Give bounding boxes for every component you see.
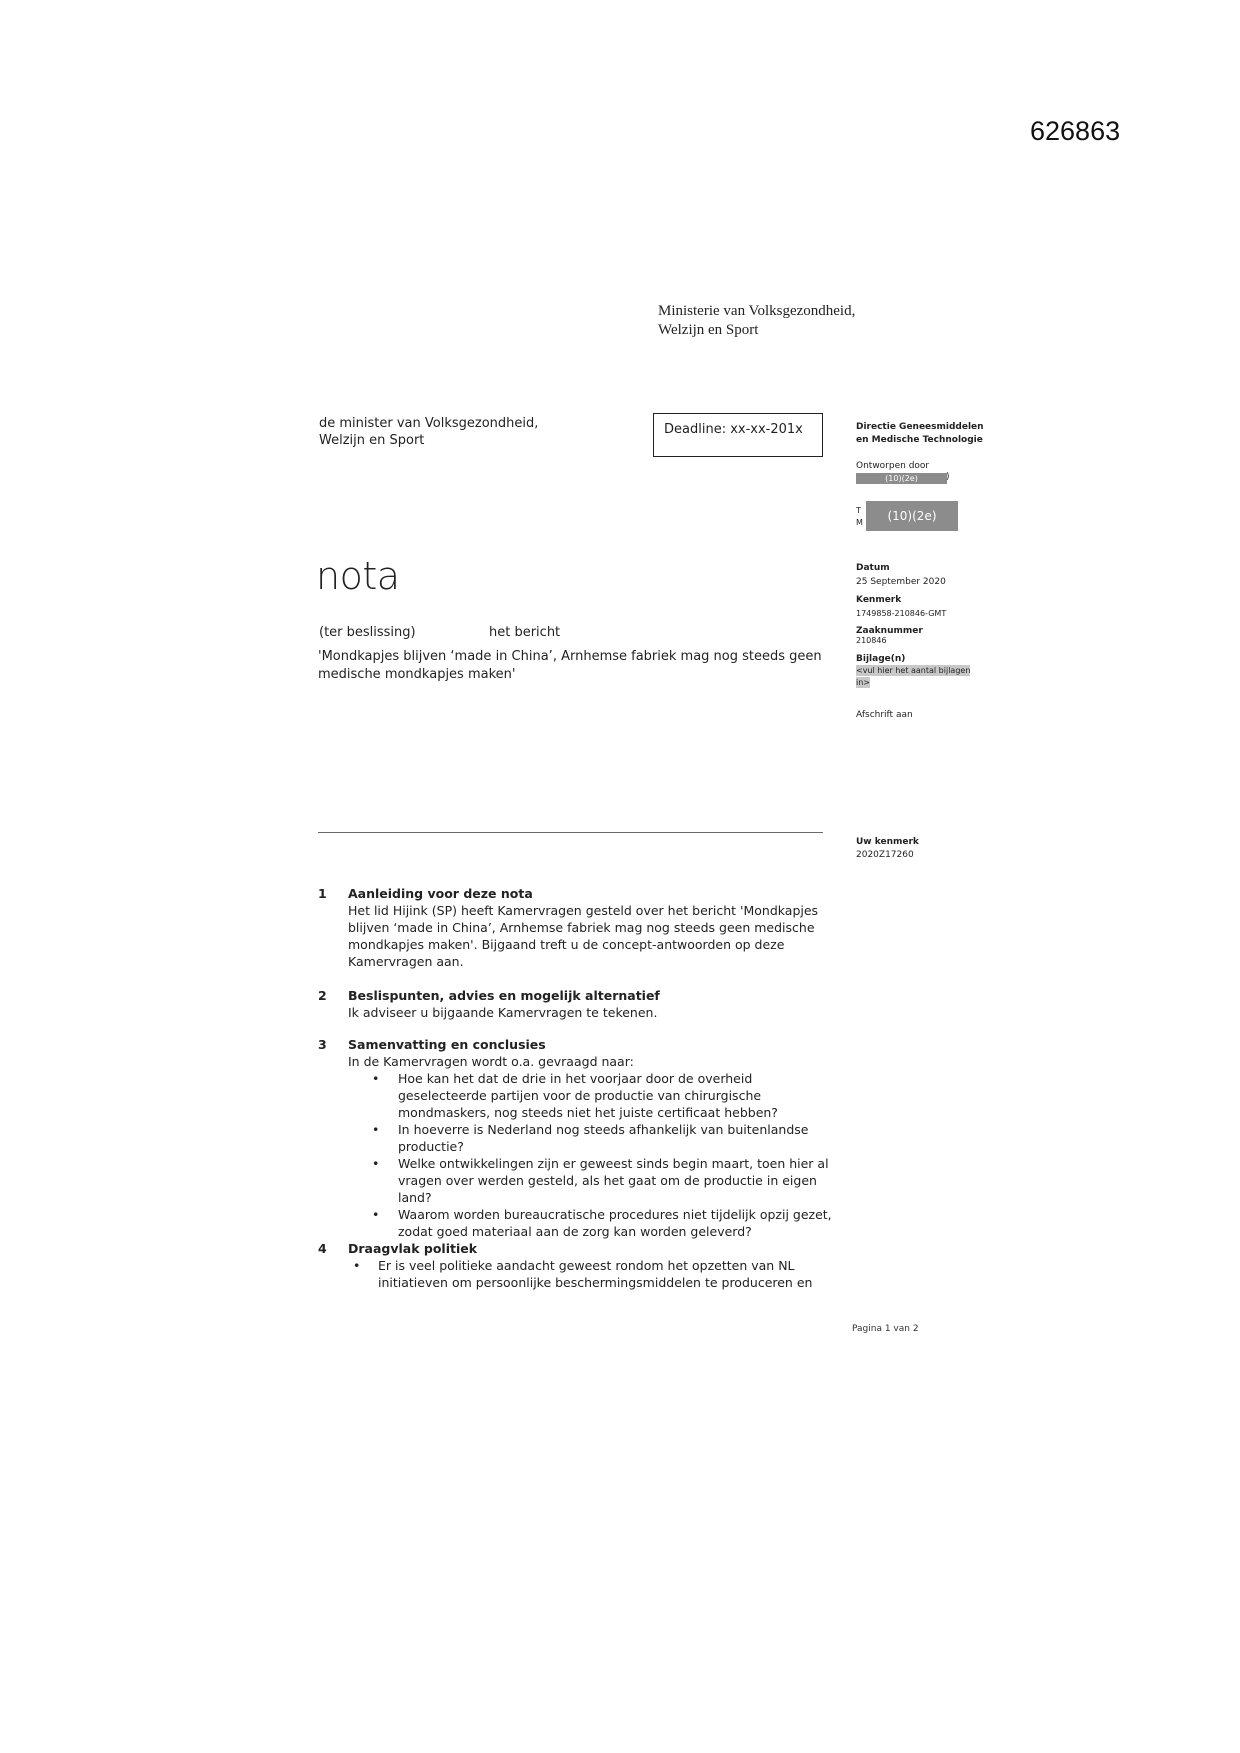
directie-line2: en Medische Technologie: [856, 435, 983, 445]
t-label: T: [856, 506, 861, 515]
section-body: [348, 1257, 838, 1291]
zaaknummer-label: Zaaknummer: [856, 626, 923, 636]
bijlage-block: [856, 653, 970, 689]
bullet-line: geselecteerde partijen voor de productie van chirurgische: [398, 1088, 762, 1103]
bullet-list: [348, 1257, 838, 1291]
uw-kenmerk-value: 2020Z17260: [856, 850, 914, 860]
bullet-line: zodat goed materiaal aan de zorg kan worden geleverd?: [398, 1224, 752, 1239]
directie-line1: Directie Geneesmiddelen: [856, 422, 984, 432]
tm-labels: [856, 505, 863, 529]
ontworpen-paren: ): [946, 472, 950, 482]
directie: [856, 421, 984, 447]
section-number: 2: [318, 988, 327, 1003]
document-title: nota: [316, 554, 400, 598]
section-number: 3: [318, 1037, 327, 1052]
section-body: [348, 1053, 858, 1240]
deadline-text: Deadline: xx-xx-201x: [664, 422, 803, 437]
datum-value: 25 September 2020: [856, 577, 946, 587]
list-item: [348, 1070, 858, 1121]
page-number: Pagina 1 van 2: [852, 1324, 919, 1334]
bullet-line: Welke ontwikkelingen zijn er geweest sinds begin maart, toen hier al: [398, 1156, 829, 1171]
deadline-box: [653, 413, 823, 457]
bijlage-value-line2: in>: [856, 678, 870, 687]
bijlage-value-line1: <vul hier het aantal bijlagen: [856, 666, 971, 675]
bullet: •: [372, 1207, 380, 1222]
addressee-line1: de minister van Volksgezondheid,: [319, 416, 539, 431]
uw-kenmerk-label: Uw kenmerk: [856, 837, 919, 847]
bullet: •: [372, 1122, 380, 1137]
section-body: [348, 1004, 838, 1021]
datum-label: Datum: [856, 563, 890, 573]
ontworpen-door-label: Ontworpen door: [856, 461, 930, 471]
bullet-line: initiatieven om persoonlijke beschermingsmiddelen te produceren en: [378, 1275, 813, 1290]
bullet-line: mondmaskers, nog steeds niet het juiste certificaat hebben?: [398, 1105, 778, 1120]
divider: [318, 832, 823, 833]
list-item: [348, 1155, 858, 1206]
section-heading: Samenvatting en conclusies: [348, 1037, 546, 1052]
bullet-line: Er is veel politieke aandacht geweest rondom het opzetten van NL: [378, 1258, 795, 1273]
het-bericht: het bericht: [489, 625, 561, 640]
bullet-list: [348, 1070, 858, 1240]
section-4: [318, 1240, 838, 1300]
section-intro: In de Kamervragen wordt o.a. gevraagd naar:: [348, 1054, 634, 1069]
body-line: blijven ‘made in China’, Arnhemse fabriek mag nog steeds geen medische: [348, 920, 815, 935]
section-1: [318, 885, 838, 975]
body-line: Kamervragen aan.: [348, 954, 464, 969]
bijlage-label: Bijlage(n): [856, 654, 906, 664]
section-number: 4: [318, 1241, 327, 1256]
m-label: M: [856, 518, 863, 527]
subject: 'Mondkapjes blijven ‘made in China’, Arnhemse fabriek mag nog steeds geen medische mondkapjes maken': [318, 649, 822, 682]
section-number: 1: [318, 886, 327, 901]
bullet-line: Hoe kan het dat de drie in het voorjaar door de overheid: [398, 1071, 753, 1086]
bullet: •: [372, 1156, 380, 1171]
ontworpen-redaction: (10)(2e): [856, 473, 947, 484]
ministry-line2: Welzijn en Sport: [658, 322, 759, 338]
list-item: [348, 1121, 858, 1155]
bullet: •: [372, 1071, 380, 1086]
bullet-line: productie?: [398, 1139, 464, 1154]
section-2: [318, 987, 838, 1023]
bullet-line: Waarom worden bureaucratische procedures niet tijdelijk opzij gezet,: [398, 1207, 832, 1222]
bullet-line: vragen over werden gesteld, als het gaat om de productie in eigen: [398, 1173, 817, 1188]
datum-block: [856, 561, 946, 589]
kenmerk-label: Kenmerk: [856, 595, 902, 605]
list-item: [348, 1257, 838, 1291]
addressee: [319, 415, 538, 449]
afschrift-label: Afschrift aan: [856, 710, 913, 720]
addressee-line2: Welzijn en Sport: [319, 433, 425, 448]
body-line: Ik adviseer u bijgaande Kamervragen te tekenen.: [348, 1005, 658, 1020]
bullet-line: In hoeverre is Nederland nog steeds afhankelijk van buitenlandse: [398, 1122, 809, 1137]
tm-redaction: (10)(2e): [866, 501, 958, 531]
document-number: 626863: [1030, 116, 1121, 146]
kenmerk-block: [856, 593, 946, 621]
bullet-line: land?: [398, 1190, 432, 1205]
body-line: Het lid Hijink (SP) heeft Kamervragen gesteld over het bericht 'Mondkapjes: [348, 903, 819, 918]
body-line: mondkapjes maken'. Bijgaand treft u de concept-antwoorden op deze: [348, 937, 785, 952]
section-heading: Beslispunten, advies en mogelijk alternatief: [348, 988, 660, 1003]
uw-kenmerk-block: [856, 836, 919, 862]
list-item: [348, 1206, 858, 1240]
section-body: [348, 902, 838, 970]
section-heading: Aanleiding voor deze nota: [348, 886, 533, 901]
zaaknummer-block: [856, 625, 923, 643]
section-3: [318, 1036, 858, 1239]
bullet: •: [353, 1258, 361, 1273]
ministry-name: [658, 302, 855, 340]
zaaknummer-value: 210846: [856, 637, 887, 643]
kenmerk-value: 1749858-210846-GMT: [856, 609, 947, 618]
section-heading: Draagvlak politiek: [348, 1241, 478, 1256]
ministry-line1: Ministerie van Volksgezondheid,: [658, 303, 856, 319]
ter-beslissing: (ter beslissing): [319, 625, 416, 640]
